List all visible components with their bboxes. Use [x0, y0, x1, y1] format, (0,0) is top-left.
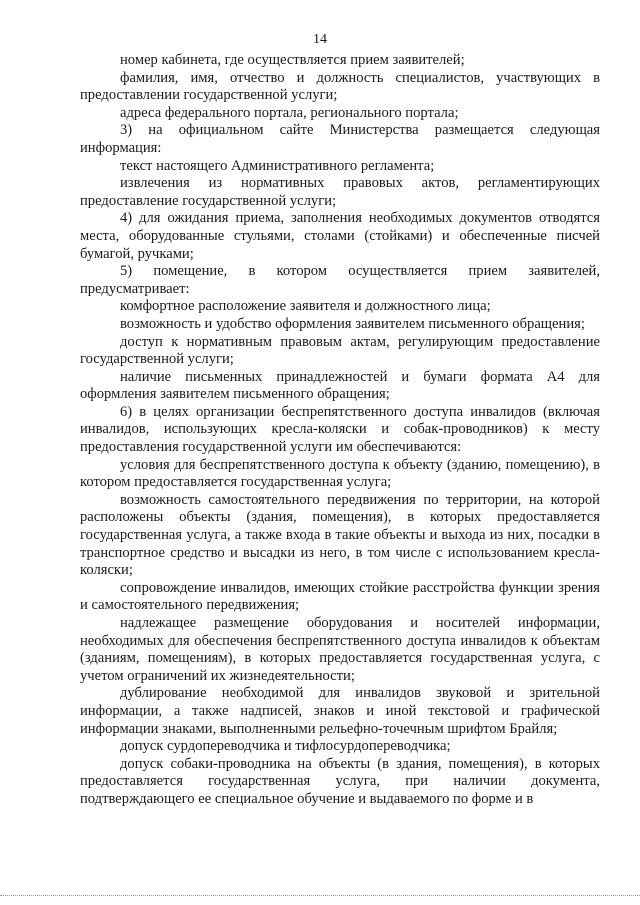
- paragraph: адреса федерального портала, регионального портала;: [120, 104, 459, 121]
- paragraph: комфортное расположение заявителя и должностного лица;: [120, 298, 491, 315]
- paragraph: надлежащее размещение оборудования и носителей информации, необходимых для обеспечения беспрепятственного доступа инвалидов к объектам (зданиям, помещениям), в которых предоставляется государственная услуга, с учетом ограничений их жизнедеятельности;: [80, 615, 600, 684]
- paragraph: допуск сурдопереводчика и тифлосурдопереводчика;: [120, 738, 451, 755]
- paragraph: возможность самостоятельного передвижения по территории, на которой расположены объекты (здания, помещения), в которых предоставляется государственная услуга, а также входа в такие объекты и выхода из них, посадки в транспортное средство и высадки из него, в том числе с использованием кресла-коляски;: [80, 491, 600, 579]
- document-body: [80, 52, 600, 809]
- paragraph: фамилия, имя, отчество и должность специалистов, участвующих в предоставлении государственной услуги;: [80, 69, 600, 104]
- paragraph: текст настоящего Административного регламента;: [120, 157, 435, 174]
- paragraph: 6) в целях организации беспрепятственного доступа инвалидов (включая инвалидов, использующих кресла-коляски и собак-проводников) к месту предоставления государственной услуги им обеспечиваются:: [80, 403, 600, 456]
- paragraph: 3) на официальном сайте Министерства размещается следующая информация:: [80, 122, 600, 156]
- paragraph: наличие письменных принадлежностей и бумаги формата А4 для оформления заявителем письменного обращения;: [80, 368, 600, 403]
- paragraph: номер кабинета, где осуществляется прием заявителей;: [120, 52, 465, 68]
- paragraph: доступ к нормативным правовым актам, регулирующим предоставление государственной услуги;: [80, 333, 600, 368]
- paragraph: допуск собаки-проводника на объекты (в здания, помещения), в которых предоставляется государственная услуга, при наличии документа, подтверждающего ее специальное обучение и выдаваемого по форме и в: [80, 755, 600, 807]
- paragraph: возможность и удобство оформления заявителем письменного обращения;: [120, 315, 585, 332]
- paragraph: условия для беспрепятственного доступа к объекту (зданию, помещению), в котором предоставляется государственная услуга;: [80, 456, 600, 491]
- page-number: 14: [313, 32, 327, 47]
- paragraph: дублирование необходимой для инвалидов звуковой и зрительной информации, а также надписей, знаков и иной текстовой и графической информации знаками, выполненными рельефно-точечным шрифтом Брайля;: [80, 685, 600, 737]
- scan-edge-divider: [0, 895, 640, 896]
- paragraph: извлечения из нормативных правовых актов, регламентирующих предоставление государственной услуги;: [80, 175, 600, 209]
- paragraph: 4) для ожидания приема, заполнения необходимых документов отводятся места, оборудованные стульями, столами (стойками) и обеспеченные писчей бумагой, ручками;: [80, 210, 600, 262]
- paragraph: 5) помещение, в котором осуществляется прием заявителей, предусматривает:: [80, 263, 600, 297]
- paragraph: сопровождение инвалидов, имеющих стойкие расстройства функции зрения и самостоятельного передвижения;: [80, 579, 600, 614]
